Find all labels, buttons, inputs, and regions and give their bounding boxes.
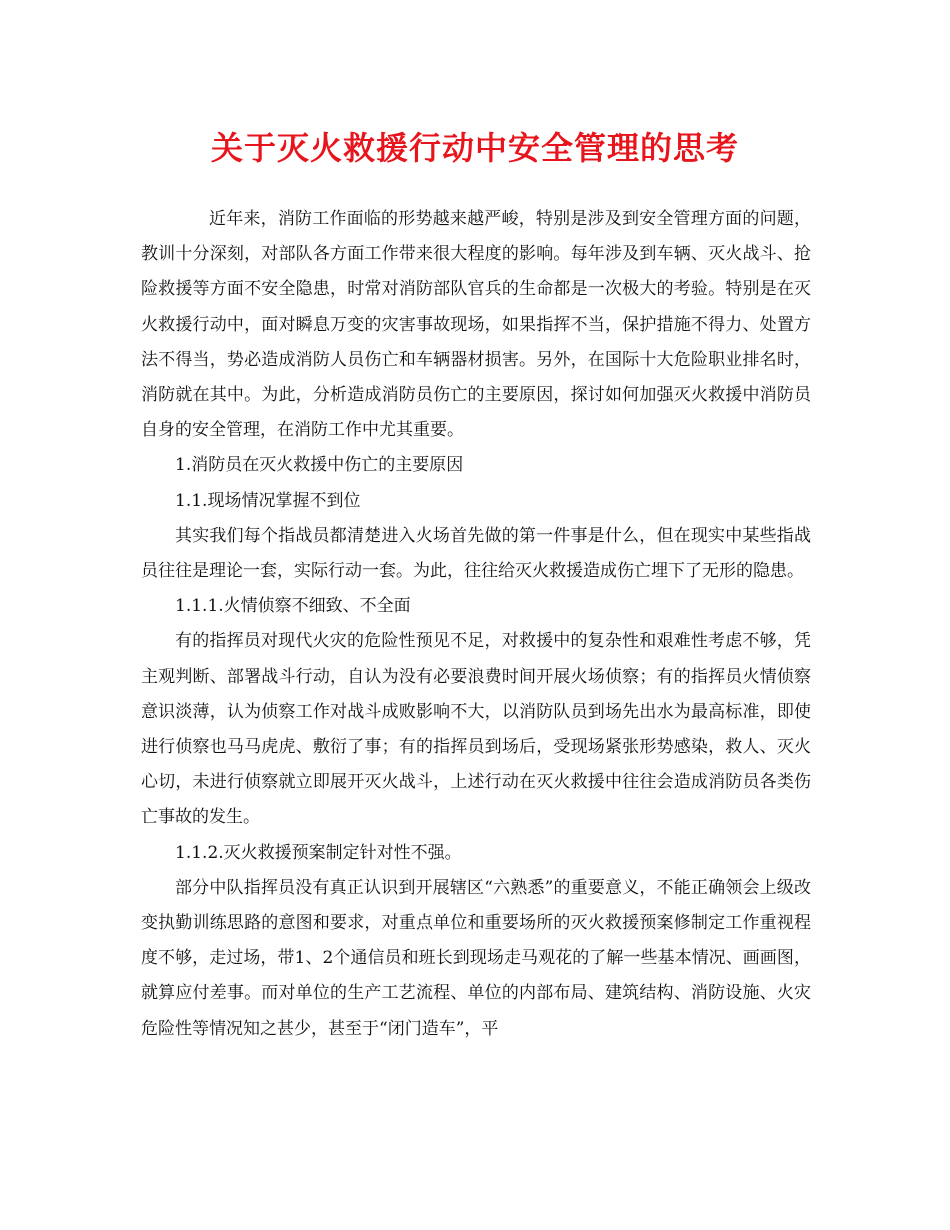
section-heading-1-1-2: 1.1.2.灭火救援预案制定针对性不强。: [175, 842, 462, 863]
section-heading-1: 1.消防员在灭火救援中伤亡的主要原因: [175, 455, 464, 476]
paragraph-1-1: 其实我们每个指战员都清楚进入火场首先做的第一件事是什么，但在现实中某些指战员往往是理论一套，实际行动一套。为此，往往给灭火救援造成伤亡埋下了无形的隐患。: [141, 525, 811, 582]
intro-paragraph: 近年来，消防工作面临的形势越来越严峻，特别是涉及到安全管理方面的问题，教训十分深刻，对部队各方面工作带来很大程度的影响。每年涉及到车辆、灭火战斗、抢险救援等方面不安全隐患，时常对消防部队官兵的生命都是一次极大的考验。特别是在灭火救援行动中，面对瞬息万变的灾害事故现场，如果指挥不当，保护措施不得力、处置方法不得当，势必造成消防人员伤亡和车辆器材损害。另外，在国际十大危险职业排名时，消防就在其中。为此，分析造成消防员伤亡的主要原因，探讨如何加强灭火救援中消防员自身的安全管理，在消防工作中尤其重要。: [141, 209, 811, 441]
document-body: [141, 202, 811, 1047]
paragraph-1-1-1: 有的指挥员对现代火灾的危险性预见不足，对救援中的复杂性和艰难性考虑不够，凭主观判断、部署战斗行动，自认为没有必要浪费时间开展火场侦察；有的指挥员火情侦察意识淡薄，认为侦察工作对战斗成败影响不大，以消防队员到场先出水为最高标准，即使进行侦察也马马虎虎、敷衍了事；有的指挥员到场后，受现场紧张形势感染，救人、灭火心切，未进行侦察就立即展开灭火战斗，上述行动在灭火救援中往往会造成消防员各类伤亡事故的发生。: [141, 631, 811, 828]
document-title: 关于灭火救援行动中安全管理的思考: [210, 129, 739, 167]
section-heading-1-1-1: 1.1.1.火情侦察不细致、不全面: [175, 596, 411, 617]
paragraph-1-1-2: 部分中队指挥员没有真正认识到开展辖区“六熟悉”的重要意义，不能正确领会上级改变执勤训练思路的意图和要求，对重点单位和重要场所的灭火救援预案修制定工作重视程度不够，走过场，带1、2个通信员和班长到现场走马观花的了解一些基本情况、画画图，就算应付差事。而对单位的生产工艺流程、单位的内部布局、建筑结构、消防设施、火灾危险性等情况知之甚少，甚至于“闭门造车”，平: [141, 877, 811, 1039]
section-heading-1-1: 1.1.现场情况掌握不到位: [175, 490, 361, 511]
